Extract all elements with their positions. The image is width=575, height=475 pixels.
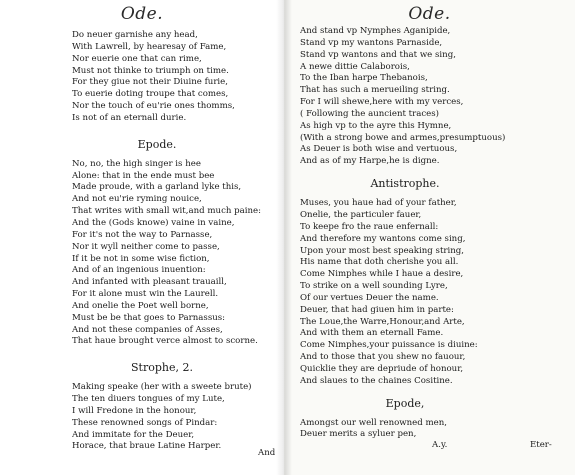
verse-line: And stand vp Nymphes Aganipide,: [300, 26, 451, 36]
verse-line: No, no, the high singer is hee: [72, 158, 201, 169]
verse-line: Upon your most best speaking string,: [300, 245, 465, 256]
verse-line: And therefore my wantons come sing,: [300, 233, 466, 244]
verse-line: A newe dittie Calaborois,: [300, 61, 410, 72]
verse-line: If it be not in some wise fiction,: [72, 253, 210, 264]
verse-line: Amongst our well renowned men,: [300, 417, 447, 428]
verse-line: And with them an eternall Fame.: [300, 328, 444, 339]
verse-line: And infanted with pleasant trauaill,: [72, 277, 227, 288]
verse-line: As high vp to the ayre this Hymne,: [300, 120, 452, 131]
right-page: [284, 0, 575, 475]
verse-line: Horace, that braue Latine Harper.: [72, 441, 222, 452]
left-page: [0, 0, 284, 475]
verse-line: And the (Gods knowe) vaine in vaine,: [72, 217, 235, 228]
verse-line: For they giue not their Diuine furie,: [72, 77, 228, 88]
verse-line: To euerie doting troupe that comes,: [72, 89, 229, 100]
verse-line: And immitate for the Deuer,: [72, 429, 195, 440]
left-page-text: [72, 30, 261, 453]
verse-line: And as of my Harpe,he is digne.: [300, 156, 440, 167]
verse-line: Nor it wyll neither come to passe,: [72, 241, 220, 252]
signature-mark: A.y.: [432, 440, 448, 450]
verse-line: Deuer, that had giuen him in parte:: [300, 304, 454, 315]
right-page-text: [300, 26, 510, 441]
verse-line: And not these companies of Asses,: [72, 324, 223, 335]
section-heading-antistrophe: Antistrophe.: [370, 177, 440, 191]
verse-line: The ten diuers tongues of my Lute,: [72, 394, 225, 405]
verse-line: To keepe fro the raue enfernall:: [300, 221, 439, 232]
verse-line: I will Fredone in the honour,: [72, 405, 197, 416]
verse-line: Nor the touch of eu'rie ones thomms,: [72, 101, 235, 112]
section-heading-epode: Epode,: [385, 396, 425, 410]
verse-line: And onelie the Poet well borne,: [72, 300, 209, 311]
verse-line: His name that doth cherishe you all.: [300, 257, 459, 268]
verse-line: Made proude, with a garland lyke this,: [72, 182, 242, 193]
verse-line: For it alone must win the Laurell.: [72, 289, 219, 300]
verse-line: Muses, you haue had of your father,: [300, 198, 457, 209]
verse-line: Quicklie they are depriude of honour,: [300, 363, 464, 374]
verse-line: Stand vp my wantons Parnaside,: [300, 37, 443, 48]
section-heading-epode: Epode.: [137, 137, 177, 151]
verse-line: Come Nimphes,your puissance is diuine:: [300, 340, 478, 351]
verse-line: And slaues to the chaines Cositine.: [300, 375, 453, 386]
right-running-head: Ode.: [408, 4, 451, 24]
verse-line: Stand vp wantons and that we sing,: [300, 49, 456, 60]
verse-line: As Deuer is both wise and vertuous,: [300, 144, 458, 155]
verse-line: Onelie, the particuler fauer,: [300, 209, 422, 220]
left-running-head: Ode.: [120, 4, 164, 24]
book-gutter: [276, 0, 292, 475]
verse-line: Deuer merits a syluer pen,: [300, 429, 417, 440]
verse-line: These renowned songs of Pindar:: [72, 417, 218, 428]
verse-line: Alone: that in the ende must bee: [72, 170, 215, 181]
verse-line: That has such a merueiling string.: [300, 85, 450, 96]
left-catchword: And: [258, 448, 276, 458]
verse-line: Of our vertues Deuer the name.: [300, 292, 439, 303]
verse-line: Do neuer garnishe any head,: [72, 30, 198, 40]
verse-line: For I will shewe,here with my verces,: [300, 97, 464, 108]
verse-line: The Loue,the Warre,Honour,and Arte,: [300, 316, 465, 327]
verse-line: For it's not the way to Parnasse,: [72, 229, 213, 240]
verse-line: (With a strong bowe and armes,presumptuous): [300, 132, 506, 143]
verse-line: Nor euerie one that can rime,: [72, 53, 202, 64]
verse-line: Come Nimphes while I haue a desire,: [300, 269, 464, 280]
verse-line: With Lawrell, by hearesay of Fame,: [72, 41, 227, 52]
verse-line: To strike on a well sounding Lyre,: [300, 281, 448, 292]
verse-line: And to those that you shew no fauour,: [300, 352, 466, 363]
verse-line: That haue brought verce almost to scorne.: [72, 336, 258, 347]
verse-line: And of an ingenious inuention:: [72, 265, 206, 276]
verse-line: Is not of an eternall durie.: [72, 112, 187, 123]
verse-line: ( Following the auncient traces): [300, 108, 440, 119]
verse-line: Must be be that goes to Parnassus:: [72, 312, 226, 323]
verse-line: That writes with small wit,and much paine:: [72, 206, 262, 217]
section-heading-strophe: Strophe, 2.: [131, 361, 193, 375]
verse-line: Making speake (her with a sweete brute): [72, 382, 252, 393]
verse-line: And not eu'rie ryming nouice,: [72, 194, 202, 205]
right-catchword: Eter-: [530, 440, 552, 450]
verse-line: To the Iban harpe Thebanois,: [300, 73, 428, 84]
verse-line: Must not thinke to triumph on time.: [72, 65, 229, 76]
